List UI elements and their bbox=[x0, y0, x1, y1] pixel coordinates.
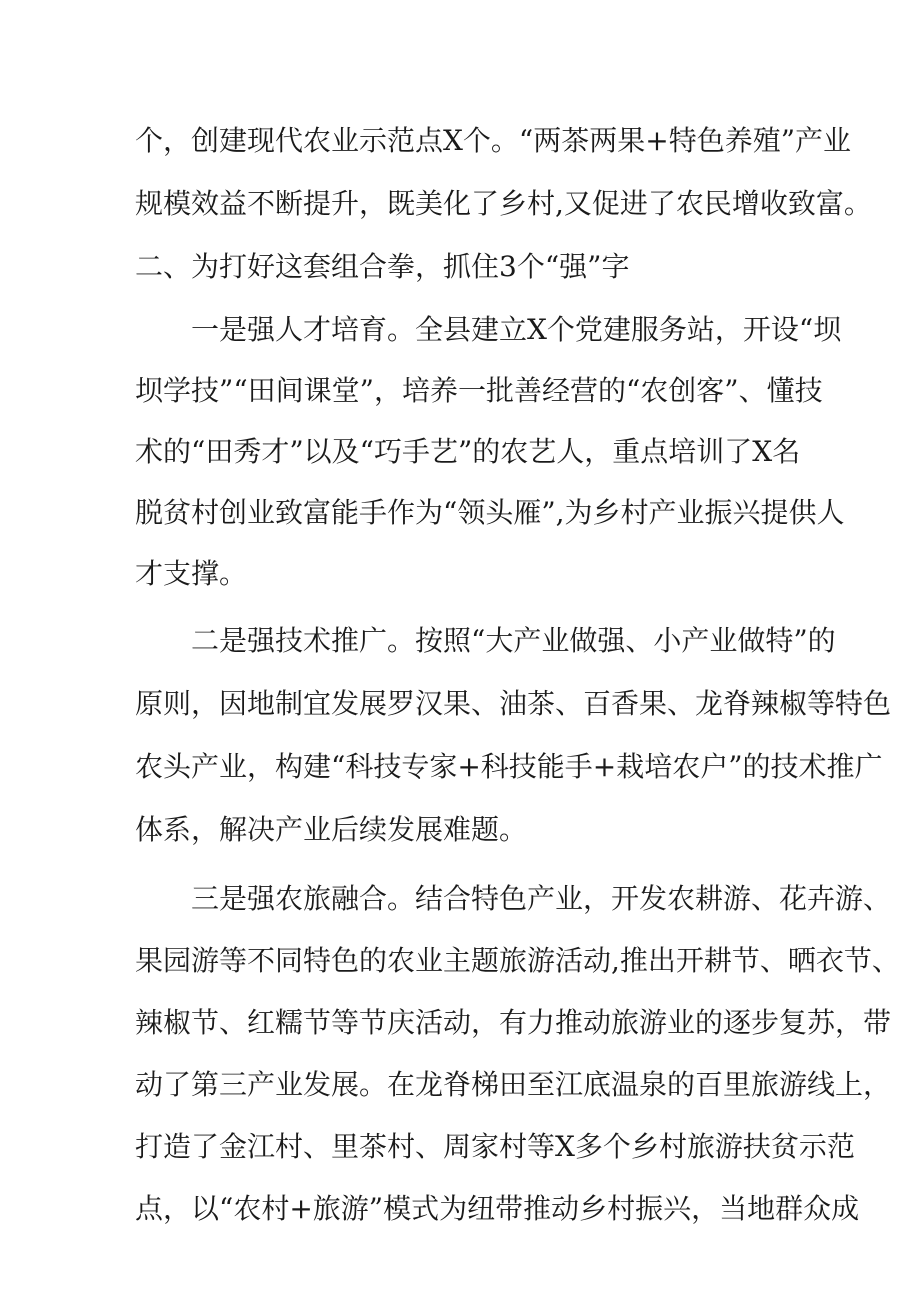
section-heading: 二、为打好这套组合拳，抓住3个“强”字 bbox=[135, 250, 630, 283]
text-line: 术的“田秀才”以及“巧手艺”的农艺人，重点培训了X名 bbox=[135, 435, 801, 468]
text-line: 脱贫村创业致富能手作为“领头雁”,为乡村产业振兴提供人 bbox=[135, 496, 845, 529]
paragraph-first-line: 二是强技术推广。按照“大产业做强、小产业做特”的 bbox=[191, 624, 836, 657]
text-line: 个，创建现代农业示范点X个。“两茶两果+特色养殖”产业 bbox=[135, 124, 852, 157]
paragraph-first-line: 三是强农旅融合。结合特色产业，开发农耕游、花卉游、 bbox=[191, 882, 892, 915]
text-line: 辣椒节、红糯节等节庆活动，有力推动旅游业的逐步复苏，带 bbox=[135, 1006, 892, 1039]
text-line: 坝学技”“田间课堂”，培养一批善经营的“农创客”、懂技 bbox=[135, 374, 823, 407]
text-line: 体系，解决产业后续发展难题。 bbox=[135, 813, 528, 846]
paragraph-first-line: 一是强人才培育。全县建立X个党建服务站，开设“坝 bbox=[191, 313, 842, 346]
text-line: 点，以“农村+旅游”模式为纽带推动乡村振兴，当地群众成 bbox=[135, 1192, 860, 1225]
text-line: 规模效益不断提升，既美化了乡村,又促进了农民增收致富。 bbox=[135, 187, 872, 220]
text-line: 果园游等不同特色的农业主题旅游活动,推出开耕节、晒衣节、 bbox=[135, 944, 900, 977]
text-line: 农头产业，构建“科技专家+科技能手+栽培农户”的技术推广 bbox=[135, 750, 883, 783]
text-line: 原则，因地制宜发展罗汉果、油茶、百香果、龙脊辣椒等特色 bbox=[135, 687, 892, 720]
text-line: 才支撑。 bbox=[135, 557, 248, 590]
text-line: 打造了金江村、里茶村、周家村等X多个乡村旅游扶贫示范 bbox=[135, 1130, 855, 1163]
text-line: 动了第三产业发展。在龙脊梯田至江底温泉的百里旅游线上， bbox=[135, 1068, 892, 1101]
